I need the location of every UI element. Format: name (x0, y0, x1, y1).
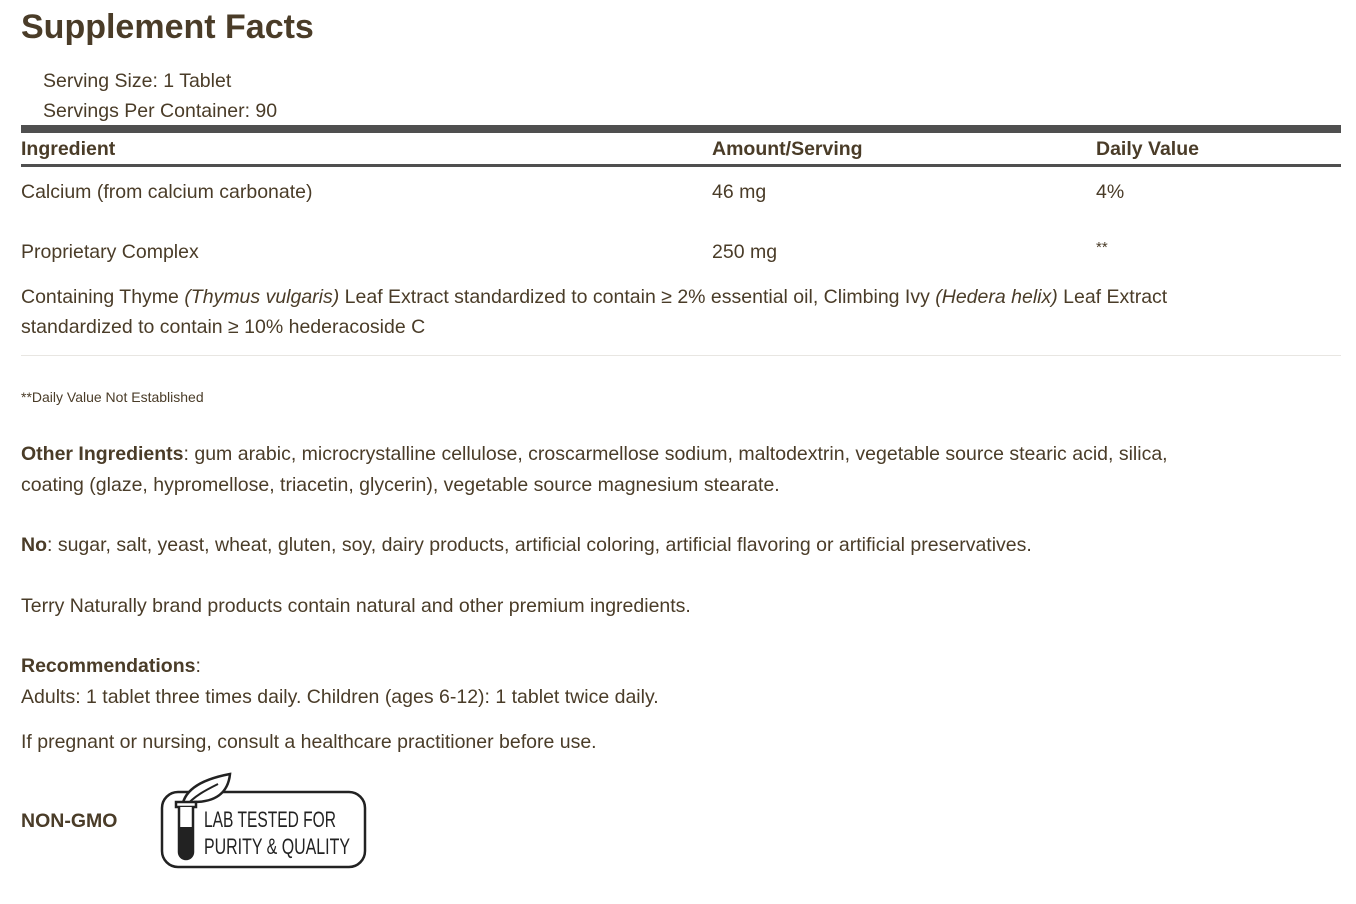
ingredient-amount: 46 mg (712, 181, 767, 203)
brand-note: Terry Naturally brand products contain natural and other premium ingredients. (21, 595, 691, 617)
ingredient-name: Calcium (from calcium carbonate) (21, 181, 313, 203)
test-tube-leaf-icon (158, 772, 370, 872)
badge-line1: LAB TESTED FOR (204, 807, 336, 832)
divider (21, 355, 1341, 356)
non-gmo-label: NON-GMO (21, 810, 118, 832)
servings-per-container: Servings Per Container: 90 (43, 100, 278, 122)
header-daily-value: Daily Value (1096, 138, 1199, 160)
free-from: No: sugar, salt, yeast, wheat, gluten, soy, dairy products, artificial coloring, artificial flavoring or artificial preservatives. (21, 534, 1032, 556)
header-divider (21, 164, 1341, 167)
recommendations-text: Adults: 1 tablet three times daily. Children (ages 6-12): 1 tablet twice daily. (21, 686, 659, 708)
complex-note-line2: standardized to contain ≥ 10% hederacoside C (21, 316, 426, 338)
warning: If pregnant or nursing, consult a healthcare practitioner before use. (21, 731, 597, 753)
badge-line2: PURITY & QUALITY (204, 834, 351, 859)
footnote: **Daily Value Not Established (21, 389, 204, 405)
other-ingredients-line2: coating (glaze, hypromellose, triacetin, glycerin), vegetable source magnesium stearate. (21, 474, 780, 496)
thick-divider (21, 125, 1341, 133)
serving-size: Serving Size: 1 Tablet (43, 70, 232, 92)
header-amount: Amount/Serving (712, 138, 863, 160)
lab-tested-badge (158, 772, 370, 877)
ingredient-name: Proprietary Complex (21, 241, 199, 263)
header-ingredient: Ingredient (21, 138, 116, 160)
ingredient-dv: ** (1096, 239, 1108, 256)
complex-note: Containing Thyme (Thymus vulgaris) Leaf Extract standardized to contain ≥ 2% essential oil, Climbing Ivy (Hedera helix) Leaf Extract (21, 286, 1168, 308)
page-title: Supplement Facts (21, 8, 314, 46)
other-ingredients: Other Ingredients: gum arabic, microcrystalline cellulose, croscarmellose sodium, maltodextrin, vegetable source stearic acid, silica, (21, 443, 1168, 465)
recommendations-heading: Recommendations: (21, 655, 201, 677)
ingredient-amount: 250 mg (712, 241, 778, 263)
ingredient-dv: 4% (1096, 181, 1125, 203)
